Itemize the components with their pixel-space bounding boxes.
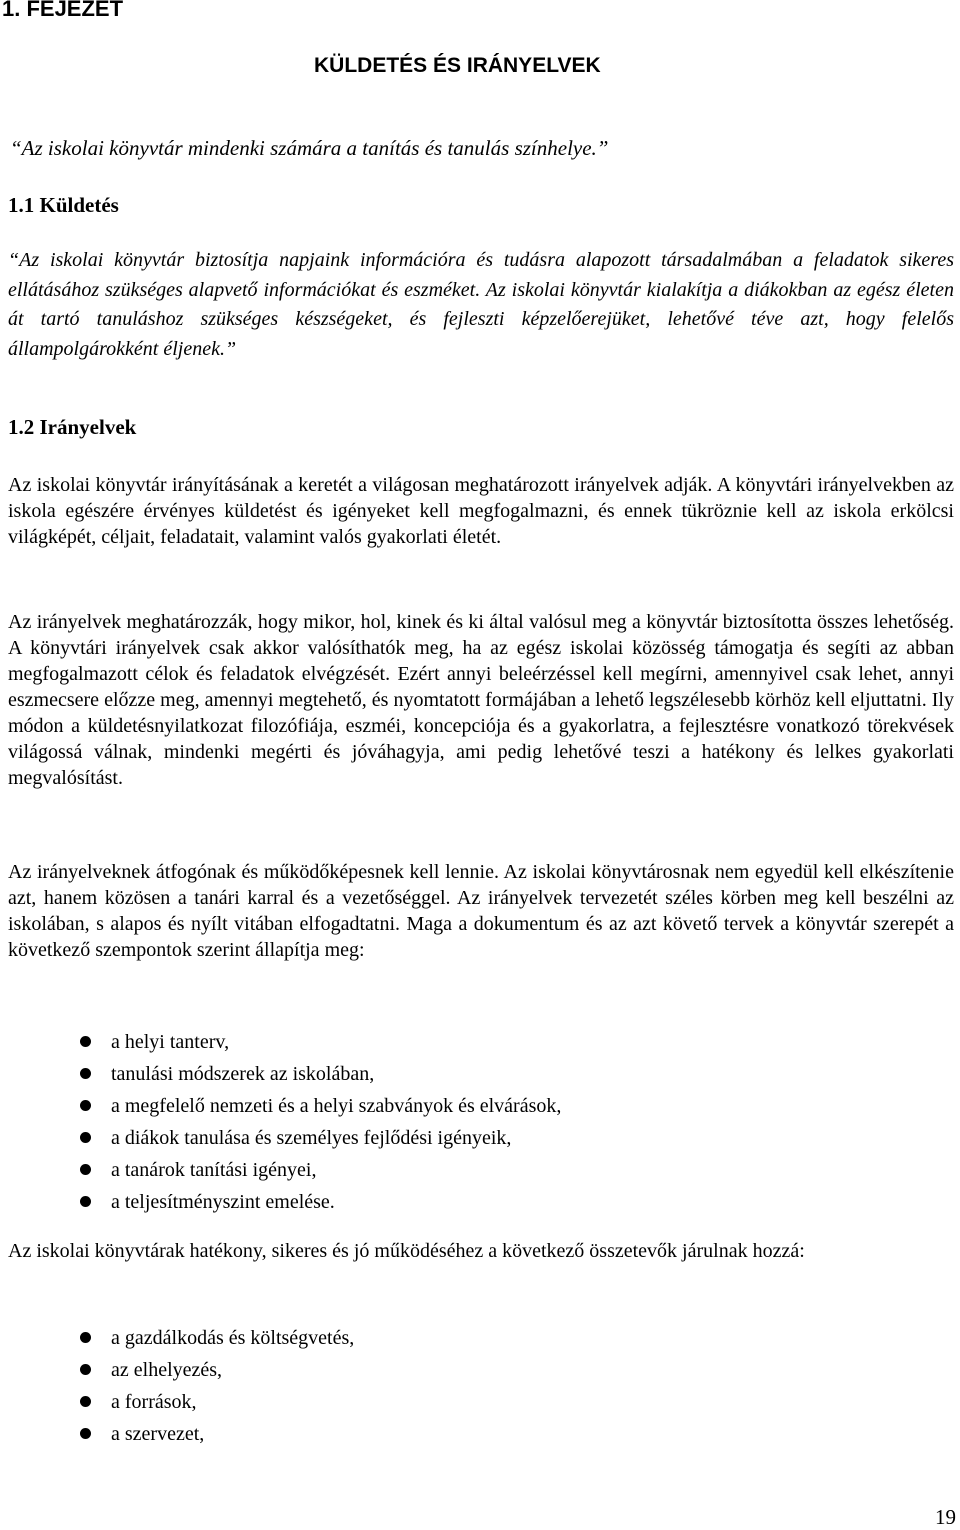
list-item	[0, 1354, 960, 1386]
section-heading-mission: 1.1 Küldetés	[8, 193, 119, 217]
guidelines-paragraph-2: Az irányelvek meghatározzák, hogy mikor, hol, kinek és ki által valósul meg a könyvtár biztosította összes lehetőség. A könyvtári irányelvek csak akkor valósíthatók meg, ha az egész iskolai közösség támogatja és segíti az abban megfogalmazott célok és feladatok elvégzését. Ezért annyi beleérzéssel kell megírni, amennyivel csak lehet, annyi eszmecsere előzze meg, amennyi megtehető, és nyomtatott formájában a lehető legszélesebb körhöz kell eljuttatni. Ily módon a küldetésnyilatkozat filozófiája, eszméi, koncepciója és a gyakorlatra, a fejlesztésre vonatkozó törekvések világossá válnak, mindenki megérti és jóváhagyja, ami pedig lehetővé teszi a hatékony és lelkes gyakorlati megvalósítást.	[8, 611, 954, 789]
bullet-icon	[80, 1068, 91, 1079]
bullet-icon	[80, 1196, 91, 1207]
list-item-text: a helyi tanterv,	[111, 1031, 230, 1053]
library-roles-list	[0, 1026, 960, 1218]
list-item-text: a diákok tanulása és személyes fejlődési igényeik,	[111, 1127, 512, 1149]
guidelines-paragraph-1: Az iskolai könyvtár irányításának a keretét a világosan meghatározott irányelvek adják. A könyvtári irányelvekben az iskola egészére érvényes küldetést és igényeket kell megfogalmazni, és ennek tükröznie kell az iskola erkölcsi világképét, céljait, feladatait, valamint valós gyakorlati életét.	[8, 474, 954, 548]
list-item	[0, 1122, 960, 1154]
list-item-text: tanulási módszerek az iskolában,	[111, 1063, 375, 1085]
list-item	[0, 1026, 960, 1058]
list-item-text: a szervezet,	[111, 1423, 205, 1445]
mission-quote-paragraph: “Az iskolai könyvtár biztosítja napjaink információra és tudásra alapozott társadalmában a feladatok sikeres ellátásához szükséges alapvető információkat és eszméket. Az iskolai könyvtár kialakítja a diákokban az egész életen át tartó tanuláshoz szükséges készségeket, és fejleszti képzelőerejüket, lehetővé téve azt, hogy felelős állampolgárokként éljenek.”	[8, 249, 954, 360]
bullet-icon	[80, 1132, 91, 1143]
bullet-icon	[80, 1396, 91, 1407]
page-number: 19	[935, 1505, 956, 1529]
bullet-icon	[80, 1164, 91, 1175]
motto-quote: “Az iskolai könyvtár mindenki számára a tanítás és tanulás színhelye.”	[10, 136, 609, 160]
list-item	[0, 1186, 960, 1218]
list-item	[0, 1418, 960, 1450]
list-item	[0, 1090, 960, 1122]
list-item-text: a források,	[111, 1391, 197, 1413]
chapter-label: 1. FEJEZET	[2, 0, 124, 21]
list-item	[0, 1058, 960, 1090]
bullet-icon	[80, 1036, 91, 1047]
main-title: KÜLDETÉS ÉS IRÁNYELVEK	[314, 54, 601, 77]
guidelines-paragraph-4: Az iskolai könyvtárak hatékony, sikeres és jó működéséhez a következő összetevők járulnak hozzá:	[8, 1240, 805, 1262]
list-item-text: a megfelelő nemzeti és a helyi szabványok és elvárások,	[111, 1095, 562, 1117]
list-item	[0, 1154, 960, 1186]
list-item	[0, 1386, 960, 1418]
guidelines-paragraph-3: Az irányelveknek átfogónak és működőképesnek kell lennie. Az iskolai könyvtárosnak nem egyedül kell elkészítenie azt, hanem közösen a tanári karral és a vezetőséggel. Az irányelvek tervezetét széles körben meg kell beszélni az iskolában, s alapos és nyílt vitában elfogadtatni. Maga a dokumentum és az azt követő tervek a könyvtár szerepét a következő szempontok szerint állapítja meg:	[8, 861, 954, 961]
list-item	[0, 1322, 960, 1354]
section-heading-guidelines: 1.2 Irányelvek	[8, 415, 137, 439]
list-item-text: a tanárok tanítási igényei,	[111, 1159, 317, 1181]
bullet-icon	[80, 1428, 91, 1439]
list-item-text: a gazdálkodás és költségvetés,	[111, 1327, 355, 1349]
bullet-icon	[80, 1100, 91, 1111]
success-components-list	[0, 1322, 960, 1450]
list-item-text: a teljesítményszint emelése.	[111, 1191, 335, 1213]
bullet-icon	[80, 1364, 91, 1375]
list-item-text: az elhelyezés,	[111, 1359, 223, 1381]
bullet-icon	[80, 1332, 91, 1343]
